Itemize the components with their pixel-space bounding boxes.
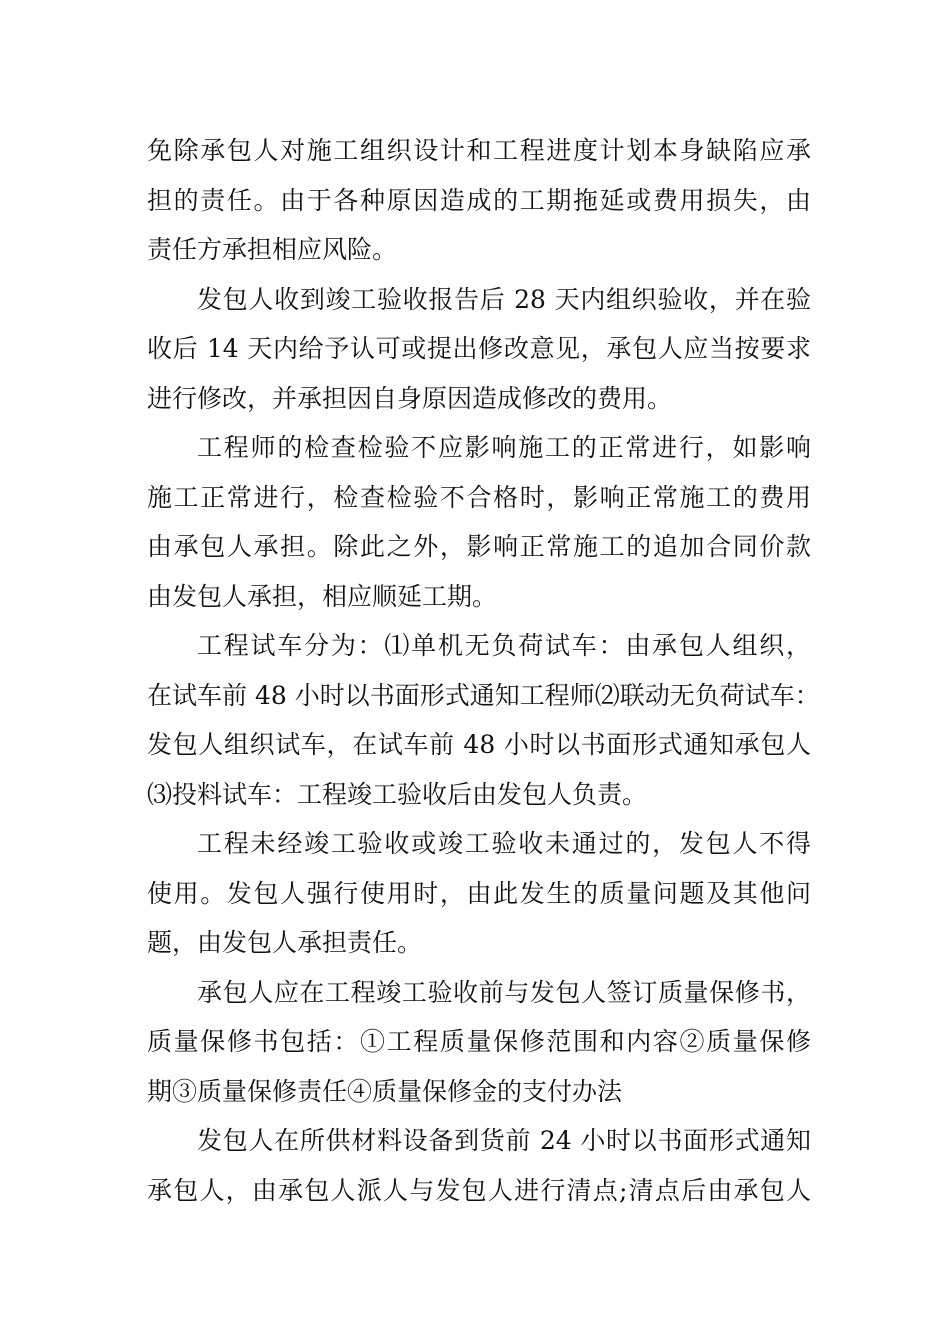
paragraph-4 (147, 621, 820, 819)
text-line: 进行修改，并承担因自身原因造成修改的费用。 (147, 383, 673, 413)
text-line: 质量保修书包括：①工程质量保修范围和内容②质量保修 (147, 1027, 811, 1056)
text-line: 免除承包人对施工组织设计和工程进度计划本身缺陷应承 (147, 136, 811, 165)
paragraph-5 (147, 819, 811, 968)
text-line: 收后 14 天内给予认可或提出修改意见，承包人应当按要求 (147, 334, 811, 363)
text-line: ⑶投料试车：工程竣工验收后由发包人负责。 (147, 779, 648, 809)
text-line: 工程师的检查检验不应影响施工的正常进行，如影响 (197, 433, 811, 462)
text-line: 由发包人承担，相应顺延工期。 (147, 581, 498, 611)
text-line: 发包人在所供材料设备到货前 24 小时以书面形式通知 (197, 1126, 811, 1155)
text-line: 施工正常进行，检查检验不合格时，影响正常施工的费用 (147, 482, 811, 512)
text-line: 期③质量保修责任④质量保修金的支付办法 (147, 1076, 623, 1106)
text-line: 承包人，由承包人派人与发包人进行清点;清点后由承包人 (147, 1175, 811, 1205)
text-line: 担的责任。由于各种原因造成的工期拖延或费用损失，由 (147, 185, 811, 215)
text-line: 发包人收到竣工验收报告后 28 天内组织验收，并在验 (197, 284, 811, 314)
text-line: 责任方承担相应风险。 (147, 235, 398, 264)
text-line: 题，由发包人承担责任。 (147, 928, 423, 957)
paragraph-3 (147, 423, 811, 621)
text-line: 工程未经竣工验收或竣工验收未通过的，发包人不得 (197, 829, 811, 858)
paragraph-6 (147, 968, 811, 1117)
paragraph-2 (147, 275, 811, 424)
text-line: 承包人应在工程竣工验收前与发包人签订质量保修书， (197, 977, 811, 1007)
paragraph-1 (147, 126, 811, 275)
paragraph-7 (147, 1116, 811, 1215)
text-line: 工程试车分为：⑴单机无负荷试车：由承包人组织， (197, 631, 811, 660)
text-line: 在试车前 48 小时以书面形式通知工程师⑵联动无负荷试车： (147, 680, 820, 710)
text-line: 使用。发包人强行使用时，由此发生的质量问题及其他问 (147, 878, 811, 908)
document-body (147, 126, 820, 1215)
text-line: 发包人组织试车，在试车前 48 小时以书面形式通知承包人 (147, 730, 811, 759)
text-line: 由承包人承担。除此之外，影响正常施工的追加合同价款 (147, 532, 811, 561)
